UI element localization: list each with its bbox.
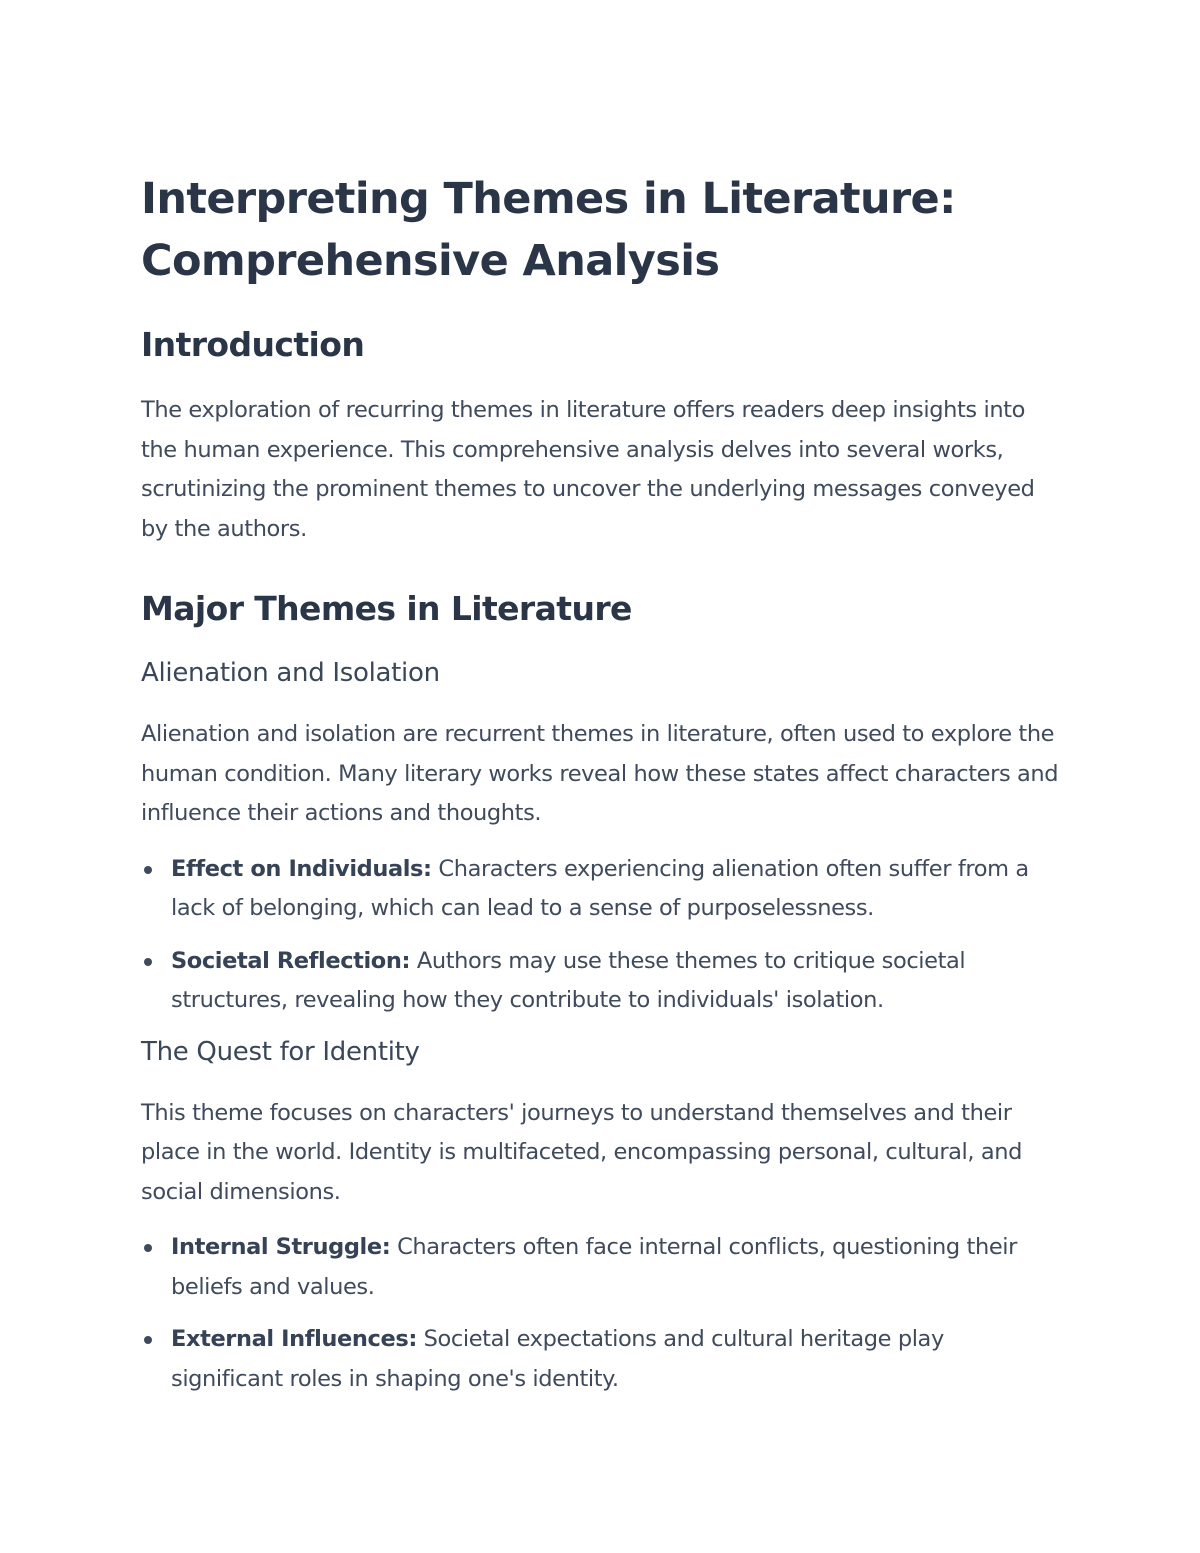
bullet-icon: [144, 1244, 152, 1252]
introduction-heading: Introduction: [141, 325, 365, 364]
list-item-term: Effect on Individuals:: [171, 855, 432, 882]
bullet-icon: [144, 958, 152, 966]
document-title: Interpreting Themes in Literature: Comprehensive Analysis: [141, 174, 956, 286]
list-item-term: Societal Reflection:: [171, 947, 411, 974]
list-item-text: Characters often face internal conflicts, questioning their beliefs and values.: [171, 1234, 1017, 1300]
introduction-paragraph: The exploration of recurring themes in literature offers readers deep insights into the human experience. This comprehensive analysis delves into several works, scrutinizing the prominent themes to uncover the underlying messages conveyed by the authors.: [141, 397, 1035, 542]
document-page: [141, 168, 1061, 1412]
major-themes-heading: Major Themes in Literature: [141, 589, 632, 628]
list-item-text: Authors may use these themes to critique societal structures, revealing how they contribute to individuals' isolation.: [171, 947, 966, 1013]
list-item: [141, 942, 1061, 1021]
list-item: [141, 1320, 1061, 1399]
list-item: [141, 1228, 1061, 1307]
identity-paragraph: This theme focuses on characters' journeys to understand themselves and their place in the world. Identity is multifaceted, encompassing personal, cultural, and social dimensions.: [141, 1099, 1023, 1205]
list-item-text: Societal expectations and cultural heritage play significant roles in shaping one's identity.: [171, 1326, 944, 1392]
alienation-heading: Alienation and Isolation: [141, 658, 440, 688]
list-item-term: External Influences:: [171, 1326, 417, 1352]
alienation-list: [141, 850, 1061, 1021]
identity-list: [141, 1228, 1061, 1399]
list-item: [141, 850, 1061, 929]
list-item-term: Internal Struggle:: [171, 1234, 391, 1260]
bullet-icon: [144, 866, 152, 874]
bullet-icon: [144, 1336, 152, 1344]
alienation-paragraph: Alienation and isolation are recurrent themes in literature, often used to explore the human condition. Many literary works reveal how these states affect characters and influence their actions and thoughts.: [141, 721, 1059, 826]
identity-heading: The Quest for Identity: [141, 1036, 420, 1067]
list-item-text: Characters experiencing alienation often suffer from a lack of belonging, which can lead to a sense of purposelessness.: [171, 855, 1029, 921]
